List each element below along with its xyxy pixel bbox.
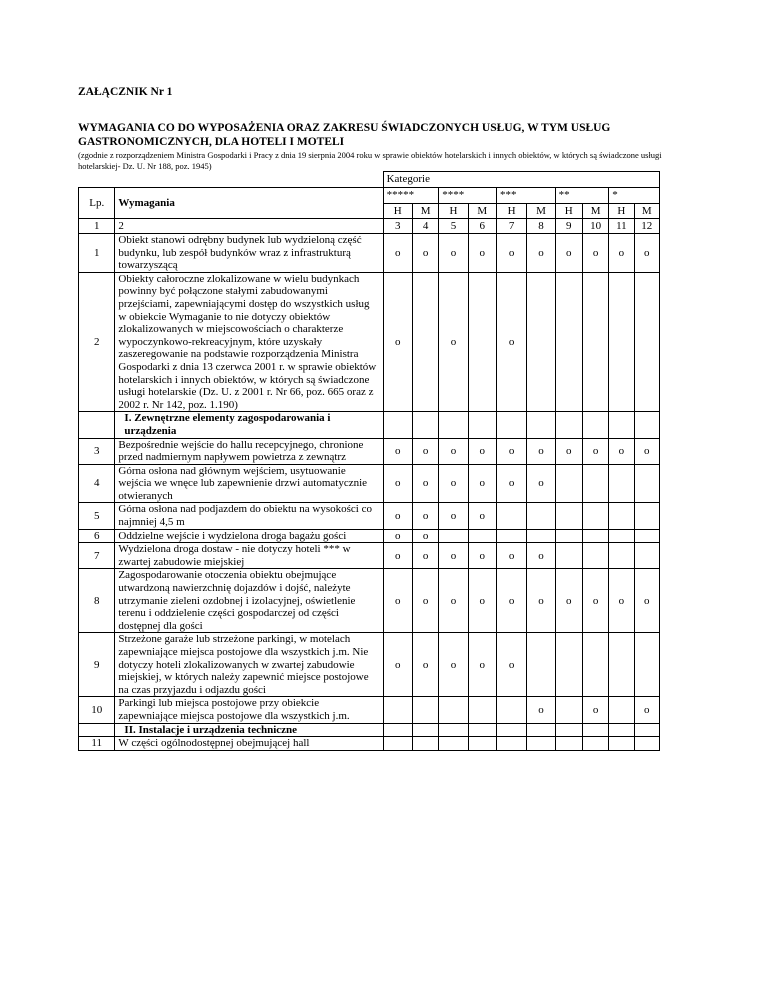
- mark-cell: [582, 633, 608, 697]
- lp-header: Lp.: [79, 188, 115, 219]
- mark-cell: [634, 412, 659, 438]
- mark-cell: [412, 697, 438, 723]
- mark-cell: [439, 723, 468, 737]
- mark-cell: [496, 737, 526, 751]
- mark-cell: o: [496, 569, 526, 633]
- mark-cell: [527, 633, 555, 697]
- mark-cell: o: [496, 234, 526, 273]
- table-row: [79, 543, 660, 569]
- mark-cell: [412, 272, 438, 412]
- mark-cell: [555, 737, 582, 751]
- mark-cell: [555, 697, 582, 723]
- requirement-text-cell: Obiekty całoroczne zlokalizowane w wielu budynkach powinny być połączone stałymi zabudowanymi przejściami, zapewniającymi dostęp do wszystkich usług w obiekcie Wymaganie to nie dotyczy obiektów zlokalizowanych w miejscowościach o charakterze wypoczynkowo-rekreacyjnym, które uzyskały zaszeregowanie na podstawie rozporządzenia Ministra Gospodarki z dnia 13 czerwca 2001 r. w sprawie obiektów hotelarskich i innych obiektów, w których są świadczone usługi hotelarskie (Dz. U. z 2001 r. Nr 66, poz. 665 oraz z 2002 r. Nr 142, poz. 1.190): [115, 272, 383, 412]
- mark-cell: o: [412, 464, 438, 503]
- mark-cell: o: [496, 464, 526, 503]
- mark-cell: o: [383, 543, 412, 569]
- mark-cell: o: [439, 464, 468, 503]
- mark-cell: [609, 697, 634, 723]
- mark-cell: [468, 412, 496, 438]
- lp-cell: 7: [79, 543, 115, 569]
- mark-cell: [555, 723, 582, 737]
- header-spacer: [79, 172, 384, 188]
- lp-cell: 6: [79, 529, 115, 543]
- mark-cell: o: [439, 234, 468, 273]
- mark-cell: o: [412, 633, 438, 697]
- mark-cell: [582, 737, 608, 751]
- mark-cell: [383, 412, 412, 438]
- mark-cell: o: [439, 438, 468, 464]
- mark-cell: o: [527, 697, 555, 723]
- section-title: I. Zewnętrzne elementy zagospodarowania i urządzenia: [124, 412, 331, 437]
- mark-cell: [555, 633, 582, 697]
- mark-cell: [527, 412, 555, 438]
- mark-cell: o: [412, 529, 438, 543]
- mark-cell: o: [468, 438, 496, 464]
- lp-cell: [79, 723, 115, 737]
- mark-cell: [383, 737, 412, 751]
- mark-cell: o: [527, 438, 555, 464]
- requirement-text-cell: Górna osłona nad głównym wejściem, usytuowanie wejścia we wnęce lub zapewnienie drzwi automatycznie otwieranych: [115, 464, 383, 503]
- mark-cell: o: [527, 543, 555, 569]
- mark-cell: [468, 697, 496, 723]
- mark-cell: [582, 723, 608, 737]
- mark-cell: [527, 529, 555, 543]
- requirement-text-cell: Bezpośrednie wejście do hallu recepcyjnego, chronione przed nadmiernym napływem powietrza z zewnątrz: [115, 438, 383, 464]
- mark-cell: o: [527, 569, 555, 633]
- table-row: [79, 438, 660, 464]
- stars-1-header: *: [609, 188, 660, 204]
- mark-cell: [582, 412, 608, 438]
- mark-cell: [468, 737, 496, 751]
- mark-cell: [555, 529, 582, 543]
- table-row: [79, 633, 660, 697]
- mark-cell: [634, 633, 659, 697]
- mark-cell: o: [412, 503, 438, 529]
- mark-cell: o: [412, 438, 438, 464]
- mark-cell: o: [383, 464, 412, 503]
- mark-cell: [634, 464, 659, 503]
- table-row: [79, 529, 660, 543]
- mark-cell: o: [527, 464, 555, 503]
- mark-cell: [634, 503, 659, 529]
- mark-cell: [609, 737, 634, 751]
- mark-cell: [383, 697, 412, 723]
- mark-cell: o: [439, 272, 468, 412]
- mark-cell: o: [527, 234, 555, 273]
- mark-cell: [609, 529, 634, 543]
- type-header-cell: H: [609, 204, 634, 219]
- mark-cell: o: [468, 569, 496, 633]
- type-header-cell: H: [439, 204, 468, 219]
- mark-cell: [439, 737, 468, 751]
- type-header-cell: M: [412, 204, 438, 219]
- requirement-text-cell: Zagospodarowanie otoczenia obiektu obejmujące utwardzoną nawierzchnię dojazdów i dojść, należyte utrzymanie zieleni ozdobnej i izolacyjnej, oświetlenie terenu i oddzielenie części gospodarczej od części dostępnej dla gości: [115, 569, 383, 633]
- mark-cell: o: [555, 234, 582, 273]
- mark-cell: [527, 723, 555, 737]
- type-header-cell: M: [582, 204, 608, 219]
- column-number-cell: 5: [439, 219, 468, 234]
- column-number-cell: 6: [468, 219, 496, 234]
- mark-cell: o: [468, 234, 496, 273]
- mark-cell: [555, 543, 582, 569]
- table-row: [79, 234, 660, 273]
- mark-cell: [496, 697, 526, 723]
- section-row: [79, 412, 660, 438]
- mark-cell: [527, 737, 555, 751]
- requirements-header: Wymagania: [115, 188, 383, 219]
- table-row: [79, 697, 660, 723]
- req-number-cell: 2: [115, 219, 383, 234]
- mark-cell: [527, 503, 555, 529]
- requirement-text-cell: W części ogólnodostępnej obejmującej hall: [115, 737, 383, 751]
- requirement-text-cell: Wydzielona droga dostaw - nie dotyczy hoteli *** w zwartej zabudowie miejskiej: [115, 543, 383, 569]
- stars-3-header: ***: [496, 188, 555, 204]
- mark-cell: [555, 272, 582, 412]
- mark-cell: [609, 412, 634, 438]
- stars-4-header: ****: [439, 188, 497, 204]
- mark-cell: o: [496, 543, 526, 569]
- section-title: II. Instalacje i urządzenia techniczne: [124, 723, 298, 736]
- requirements-table: [78, 171, 660, 751]
- column-number-cell: 7: [496, 219, 526, 234]
- column-number-cell: 12: [634, 219, 659, 234]
- type-header-cell: H: [496, 204, 526, 219]
- table-row: [79, 737, 660, 751]
- column-number-cell: 11: [609, 219, 634, 234]
- section-row: [79, 723, 660, 737]
- mark-cell: o: [582, 569, 608, 633]
- mark-cell: o: [555, 569, 582, 633]
- mark-cell: [582, 543, 608, 569]
- mark-cell: [527, 272, 555, 412]
- lp-cell: 2: [79, 272, 115, 412]
- mark-cell: [582, 503, 608, 529]
- mark-cell: o: [496, 633, 526, 697]
- mark-cell: o: [439, 543, 468, 569]
- mark-cell: o: [496, 272, 526, 412]
- stars-2-header: **: [555, 188, 609, 204]
- lp-cell: [79, 412, 115, 438]
- document-title: WYMAGANIA CO DO WYPOSAŻENIA ORAZ ZAKRESU ŚWIADCZONYCH USŁUG, W TYM USŁUG GASTRONOMICZNYCH, DLA HOTELI I MOTELI: [78, 122, 611, 148]
- mark-cell: [634, 543, 659, 569]
- lp-cell: 10: [79, 697, 115, 723]
- lp-cell: 1: [79, 234, 115, 273]
- mark-cell: o: [383, 438, 412, 464]
- mark-cell: [496, 529, 526, 543]
- column-number-cell: 3: [383, 219, 412, 234]
- lp-cell: 4: [79, 464, 115, 503]
- mark-cell: o: [439, 633, 468, 697]
- mark-cell: o: [634, 438, 659, 464]
- mark-cell: [412, 737, 438, 751]
- mark-cell: [582, 464, 608, 503]
- mark-cell: [383, 723, 412, 737]
- mark-cell: o: [468, 543, 496, 569]
- mark-cell: o: [634, 569, 659, 633]
- mark-cell: o: [383, 272, 412, 412]
- mark-cell: [582, 529, 608, 543]
- mark-cell: o: [555, 438, 582, 464]
- mark-cell: o: [412, 234, 438, 273]
- lp-cell: 5: [79, 503, 115, 529]
- mark-cell: o: [383, 503, 412, 529]
- mark-cell: [496, 723, 526, 737]
- mark-cell: o: [468, 503, 496, 529]
- mark-cell: [634, 723, 659, 737]
- lp-cell: 11: [79, 737, 115, 751]
- requirement-text-cell: Strzeżone garaże lub strzeżone parkingi, w motelach zapewniające miejsca postojowe dla wszystkich j.m. Nie dotyczy hoteli zlokalizowanych w zwartej zabudowie miejskiej, w których należy zapewnić miejsce postojowe na czas przyjazdu i odjazdu gości: [115, 633, 383, 697]
- mark-cell: o: [609, 438, 634, 464]
- type-header-cell: M: [468, 204, 496, 219]
- table-row: [79, 503, 660, 529]
- mark-cell: [609, 272, 634, 412]
- mark-cell: o: [412, 569, 438, 633]
- type-header-cell: M: [634, 204, 659, 219]
- mark-cell: [634, 529, 659, 543]
- mark-cell: o: [383, 529, 412, 543]
- mark-cell: o: [383, 234, 412, 273]
- mark-cell: [634, 272, 659, 412]
- mark-cell: [609, 723, 634, 737]
- mark-cell: [412, 412, 438, 438]
- mark-cell: [555, 412, 582, 438]
- lp-cell: 3: [79, 438, 115, 464]
- mark-cell: [496, 503, 526, 529]
- column-number-cell: 10: [582, 219, 608, 234]
- mark-cell: o: [496, 438, 526, 464]
- lp-cell: 8: [79, 569, 115, 633]
- mark-cell: [439, 412, 468, 438]
- mark-cell: o: [634, 697, 659, 723]
- mark-cell: [468, 723, 496, 737]
- mark-cell: [412, 723, 438, 737]
- mark-cell: [555, 464, 582, 503]
- mark-cell: o: [468, 464, 496, 503]
- mark-cell: o: [609, 234, 634, 273]
- mark-cell: [496, 412, 526, 438]
- section-title-cell: [115, 412, 383, 438]
- requirement-text-cell: Parkingi lub miejsca postojowe przy obiekcie zapewniające miejsca postojowe dla wszystkich j.m.: [115, 697, 383, 723]
- column-number-cell: 8: [527, 219, 555, 234]
- table-row: [79, 272, 660, 412]
- stars-5-header: *****: [383, 188, 439, 204]
- column-number-cell: 9: [555, 219, 582, 234]
- annex-label: ZAŁĄCZNIK Nr 1: [78, 86, 173, 98]
- requirement-text-cell: Obiekt stanowi odrębny budynek lub wydzieloną część budynku, lub zespół budynków wraz z infrastrukturą towarzyszącą: [115, 234, 383, 273]
- mark-cell: o: [582, 697, 608, 723]
- mark-cell: [609, 503, 634, 529]
- mark-cell: [609, 543, 634, 569]
- categories-header: Kategorie: [383, 172, 659, 188]
- mark-cell: [609, 464, 634, 503]
- mark-cell: o: [468, 633, 496, 697]
- mark-cell: o: [582, 234, 608, 273]
- mark-cell: [555, 503, 582, 529]
- type-header-cell: H: [555, 204, 582, 219]
- mark-cell: [582, 272, 608, 412]
- mark-cell: o: [439, 569, 468, 633]
- type-header-cell: H: [383, 204, 412, 219]
- requirement-text-cell: Oddzielne wejście i wydzielona droga bagażu gości: [115, 529, 383, 543]
- mark-cell: o: [582, 438, 608, 464]
- mark-cell: o: [609, 569, 634, 633]
- mark-cell: o: [412, 543, 438, 569]
- column-number-cell: 4: [412, 219, 438, 234]
- mark-cell: o: [383, 633, 412, 697]
- section-title-cell: [115, 723, 383, 737]
- requirement-text-cell: Górna osłona nad podjazdem do obiektu na wysokości co najmniej 4,5 m: [115, 503, 383, 529]
- mark-cell: o: [383, 569, 412, 633]
- table-row: [79, 569, 660, 633]
- lp-cell: 9: [79, 633, 115, 697]
- table-row: [79, 464, 660, 503]
- mark-cell: [634, 737, 659, 751]
- mark-cell: [609, 633, 634, 697]
- mark-cell: o: [439, 503, 468, 529]
- lp-number-cell: 1: [79, 219, 115, 234]
- mark-cell: [468, 529, 496, 543]
- type-header-cell: M: [527, 204, 555, 219]
- mark-cell: [439, 529, 468, 543]
- legal-basis-note: (zgodnie z rozporządzeniem Ministra Gospodarki i Pracy z dnia 19 sierpnia 2004 roku w sprawie obiektów hotelarskich i innych obiektów, w których są świadczone usługi hotelarskiej- Dz. U. Nr 188, poz. 1945): [78, 150, 662, 171]
- mark-cell: [468, 272, 496, 412]
- mark-cell: [439, 697, 468, 723]
- mark-cell: o: [634, 234, 659, 273]
